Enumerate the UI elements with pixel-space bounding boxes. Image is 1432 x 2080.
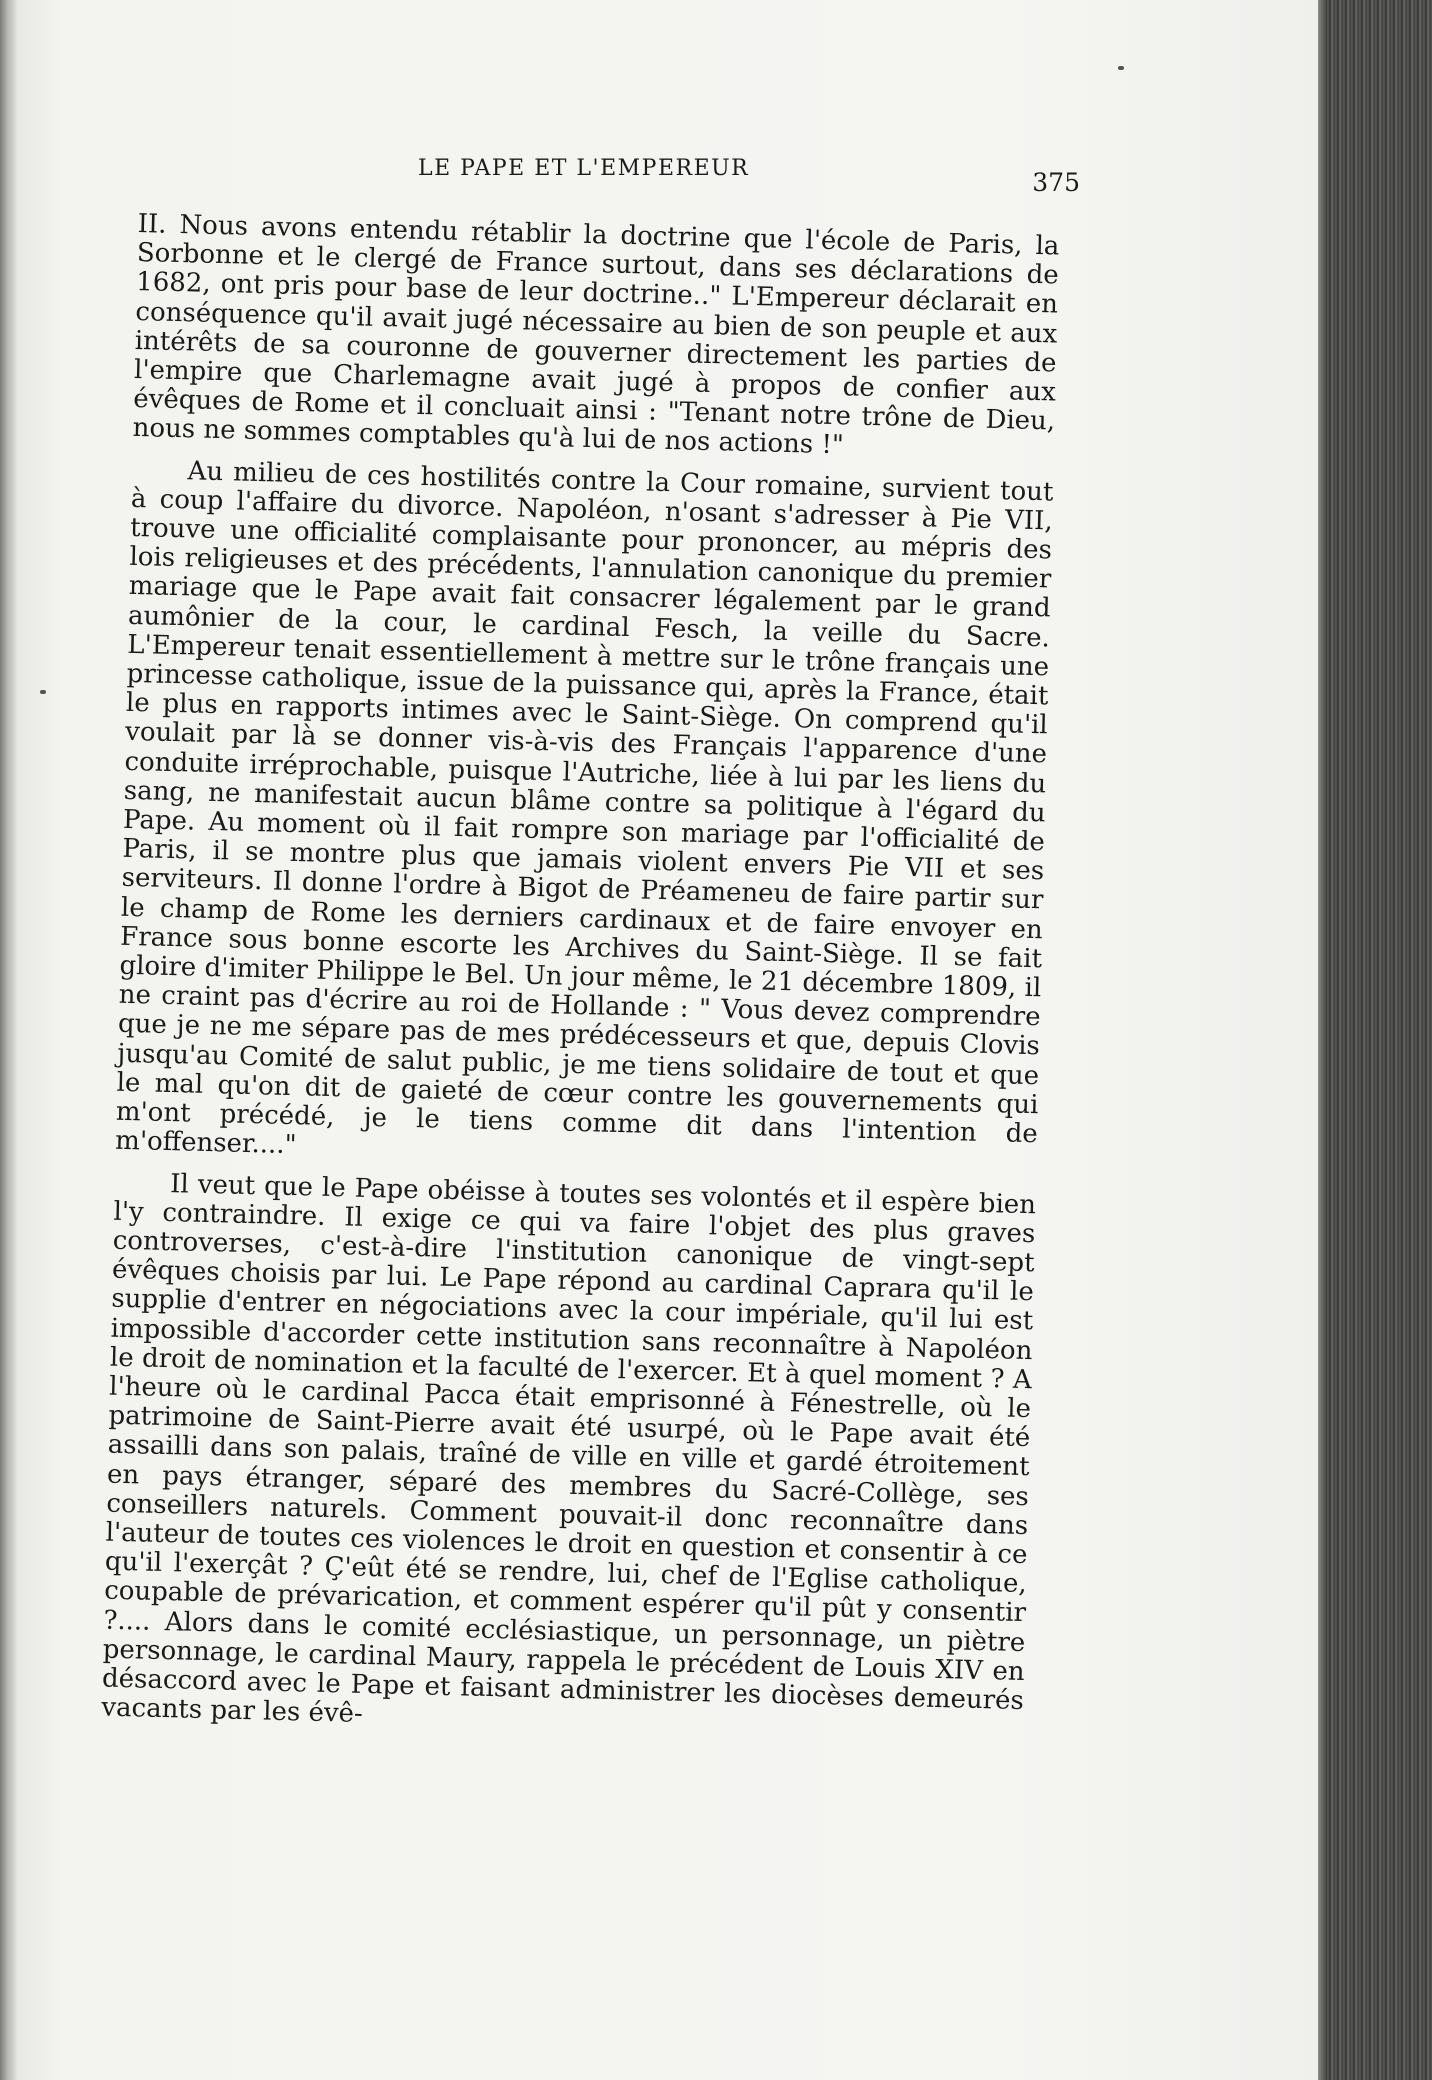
running-head: LE PAPE ET L'EMPEREUR bbox=[418, 156, 750, 181]
paragraph-2: Au milieu de ces hostilités contre la Cour romaine, survient tout à coup l'affaire du divorce. Napoléon, n'osant s'adresser à Pie VII, trouve une officialité complaisante pour prononcer, au mépris des lois religieuses et des précédents, l'annulation canonique du premier mariage que le Pape avait fait consacrer légalement par le grand aumônier de la cour, le cardinal Fesch, la veille du Sacre. L'Empereur tenait essentiellement à mettre sur le trône français une princesse catholique, issue de la puissance qui, après la France, était le plus en rapports intimes avec le Saint-Siège. On comprend qu'il voulait par là se donner vis-à-vis des Français l'apparence d'une conduite irréprochable, puisque l'Autriche, liée à lui par les liens du sang, ne manifestait aucun blâme contre sa politique à l'égard du Pape. Au moment où il fait rompre son mariage par l'officialité de Paris, il se montre plus que jamais violent envers Pie VII et ses serviteurs. Il donne l'ordre à Bigot de Préameneu de faire partir sur le champ de Rome les derniers cardinaux et de faire envoyer en France sous bonne escorte les Archives du Saint-Siège. Il se fait gloire d'imiter Philippe le Bel. Un jour même, le 21 décembre 1809, il ne craint pas d'écrire au roi de Hollande : " Vous devez comprendre que je ne me sépare pas de mes prédécesseurs et que, depuis Clovis jusqu'au Comité de salut public, je me tiens solidaire de tout et que le mal qu'on dit de gaieté de cœur contre les gouvernements qui m'ont précédé, je le tiens comme dit dans l'intention de m'offenser...." bbox=[114, 455, 1054, 1161]
page-header bbox=[130, 156, 1080, 196]
dust-speck bbox=[40, 690, 46, 694]
dust-speck bbox=[1118, 66, 1124, 70]
body-text bbox=[101, 210, 1060, 1745]
gutter-shadow bbox=[0, 0, 18, 2080]
page-edge-highlight bbox=[1318, 0, 1326, 2080]
book-page-edges bbox=[1318, 0, 1432, 2080]
paragraph-3: Il veut que le Pape obéisse à toutes ses volontés et il espère bien l'y contraindre. Il exige ce qui va faire l'objet des plus graves controverses, c'est-à-dire l'institution canonique de vingt-sept évêques choisis par lui. Le Pape répond au cardinal Caprara qu'il le supplie d'entrer en négociations avec la cour impériale, qu'il lui est impossible d'accorder cette institution sans reconnaître à Napoléon le droit de nomination et la faculté de l'exercer. Et à quel moment ? A l'heure où le cardinal Pacca était emprisonné à Fénestrelle, où le patrimoine de Saint-Pierre avait été usurpé, où le Pape avait été assailli dans son palais, traîné de ville en ville et gardé étroitement en pays étranger, séparé des membres du Sacré-Collège, ses conseillers naturels. Comment pouvait-il donc reconnaître dans l'auteur de toutes ces violences le droit en question et consentir à ce qu'il l'exerçât ? Ç'eût été se rendre, lui, chef de l'Eglise catholique, coupable de prévarication, et comment espérer qu'il pût y consentir ?.... Alors dans le comité ecclésiastique, un personnage, un piètre personnage, le cardinal Maury, rappela le précédent de Louis XIV en désaccord avec le Pape et faisant administrer les diocèses demeurés vacants par les évê- bbox=[101, 1168, 1037, 1730]
page-number: 375 bbox=[1032, 168, 1080, 197]
paragraph-1: II. Nous avons entendu rétablir la doctrine que l'école de Paris, la Sorbonne et le clergé de France surtout, dans ses déclarations de 1682, ont pris pour base de leur doctrine.." L'Empereur déclarait en conséquence qu'il avait jugé nécessaire au bien de son peuple et aux intérêts de sa couronne de gouverner directement les parties de l'empire que Charlemagne avait jugé à propos de confier aux évêques de Rome et il concluait ainsi : "Tenant notre trône de Dieu, nous ne sommes comptables qu'à lui de nos actions !" bbox=[132, 209, 1060, 461]
